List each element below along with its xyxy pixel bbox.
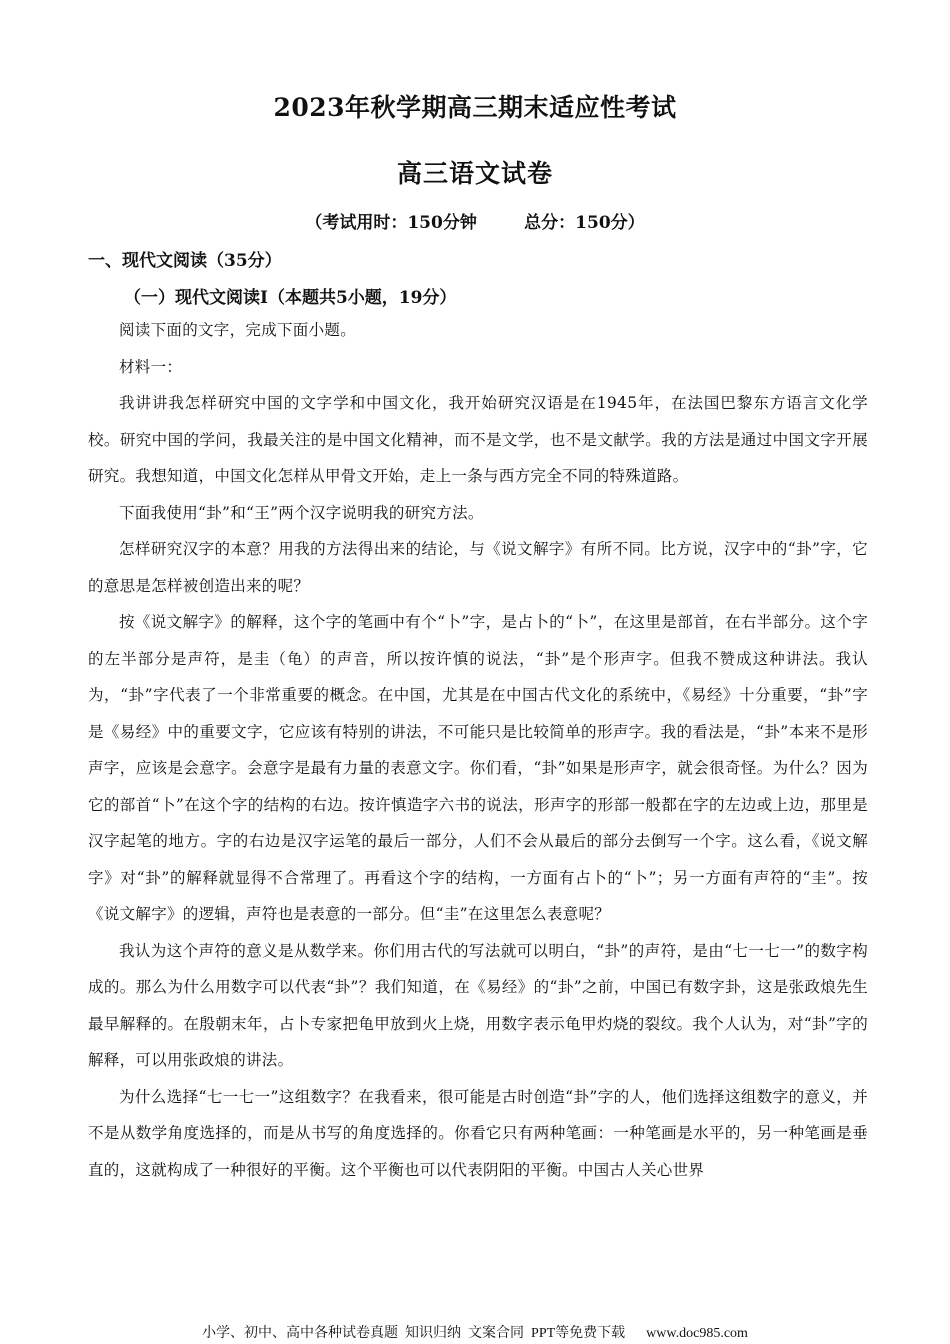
section-heading: 一、现代文阅读（35分） — [88, 251, 282, 271]
instruction-paragraph: 阅读下面的文字，完成下面小题。 — [119, 321, 357, 339]
footer-ad: 小学、初中、高中各种试卷真题 知识归纳 文案合同 PPT等免费下载 www.doc985.com — [202, 1326, 748, 1341]
subsection-heading: （一）现代文阅读Ⅰ（本题共5小题，19分） — [124, 288, 457, 308]
exam-title: 2023年秋学期高三期末适应性考试 — [273, 93, 677, 122]
paper-subtitle: 高三语文试卷 — [396, 159, 553, 188]
passage-paragraph: 下面我使用“卦”和“王”两个汉字说明我的研究方法。 — [119, 503, 484, 522]
exam-info: （考试用时：150分钟 总分：150分） — [305, 213, 645, 233]
reading-passage — [88, 312, 868, 1188]
material-label: 材料一： — [119, 357, 183, 376]
passage-paragraph: 为什么选择“七一七一”这组数字？在我看来，很可能是古时创造“卦”字的人，他们选择这组数字的意义，并不是从数学角度选择的，而是从书写的角度选择的。你看它只有两种笔画：一种笔画是水平的，另一种笔画是垂直的，这就构成了一种很好的平衡。这个平衡也可以代表阴阳的平衡。中国古人关心世界 — [88, 1087, 868, 1179]
passage-paragraph: 按《说文解字》的解释，这个字的笔画中有个“卜”字，是占卜的“卜”，在这里是部首，在右半部分。这个字的左半部分是声符，是圭（龟）的声音，所以按许慎的说法，“卦”是个形声字。但我不赞成这种讲法。我认为，“卦”字代表了一个非常重要的概念。在中国，尤其是在中国古代文化的系统中，《易经》十分重要，“卦”字是《易经》中的重要文字，它应该有特别的讲法，不可能只是比较简单的形声字。我的看法是，“卦”本来不是形声字，应该是会意字。会意字是最有力量的表意文字。你们看，“卦”如果是形声字，就会很奇怪。为什么？因为它的部首“卜”在这个字的结构的右边。按许慎造字六书的说法，形声字的形部一般都在字的左边或上边，那里是汉字起笔的地方。字的右边是汉字运笔的最后一部分，人们不会从最后的部分去倒写一个字。这么看，《说文解字》对“卦”的解释就显得不合常理了。再看这个字的结构，一方面有占卜的“卜”；另一方面有声符的“圭”。按《说文解字》的逻辑，声符也是表意的一部分。但“圭”在这里怎么表意呢？ — [88, 613, 868, 923]
passage-paragraph: 怎样研究汉字的本意？用我的方法得出来的结论，与《说文解字》有所不同。比方说，汉字中的“卦”字，它的意思是怎样被创造出来的呢？ — [88, 540, 868, 595]
passage-paragraph: 我讲讲我怎样研究中国的文字学和中国文化，我开始研究汉语是在1945年，在法国巴黎东方语言文化学校。研究中国的学问，我最关注的是中国文化精神，而不是文学，也不是文献学。我的方法是通过中国文字开展研究。我想知道，中国文化怎样从甲骨文开始，走上一条与西方完全不同的特殊道路。 — [88, 394, 868, 485]
passage-paragraph: 我认为这个声符的意义是从数学来。你们用古代的写法就可以明白，“卦”的声符，是由“七一七一”的数字构成的。那么为什么用数字可以代表“卦”？我们知道，在《易经》的“卦”之前，中国已有数字卦，这是张政烺先生最早解释的。在殷朝末年，占卜专家把龟甲放到火上烧，用数字表示龟甲灼烧的裂纹。我个人认为，对“卦”字的解释，可以用张政烺的讲法。 — [88, 941, 868, 1069]
